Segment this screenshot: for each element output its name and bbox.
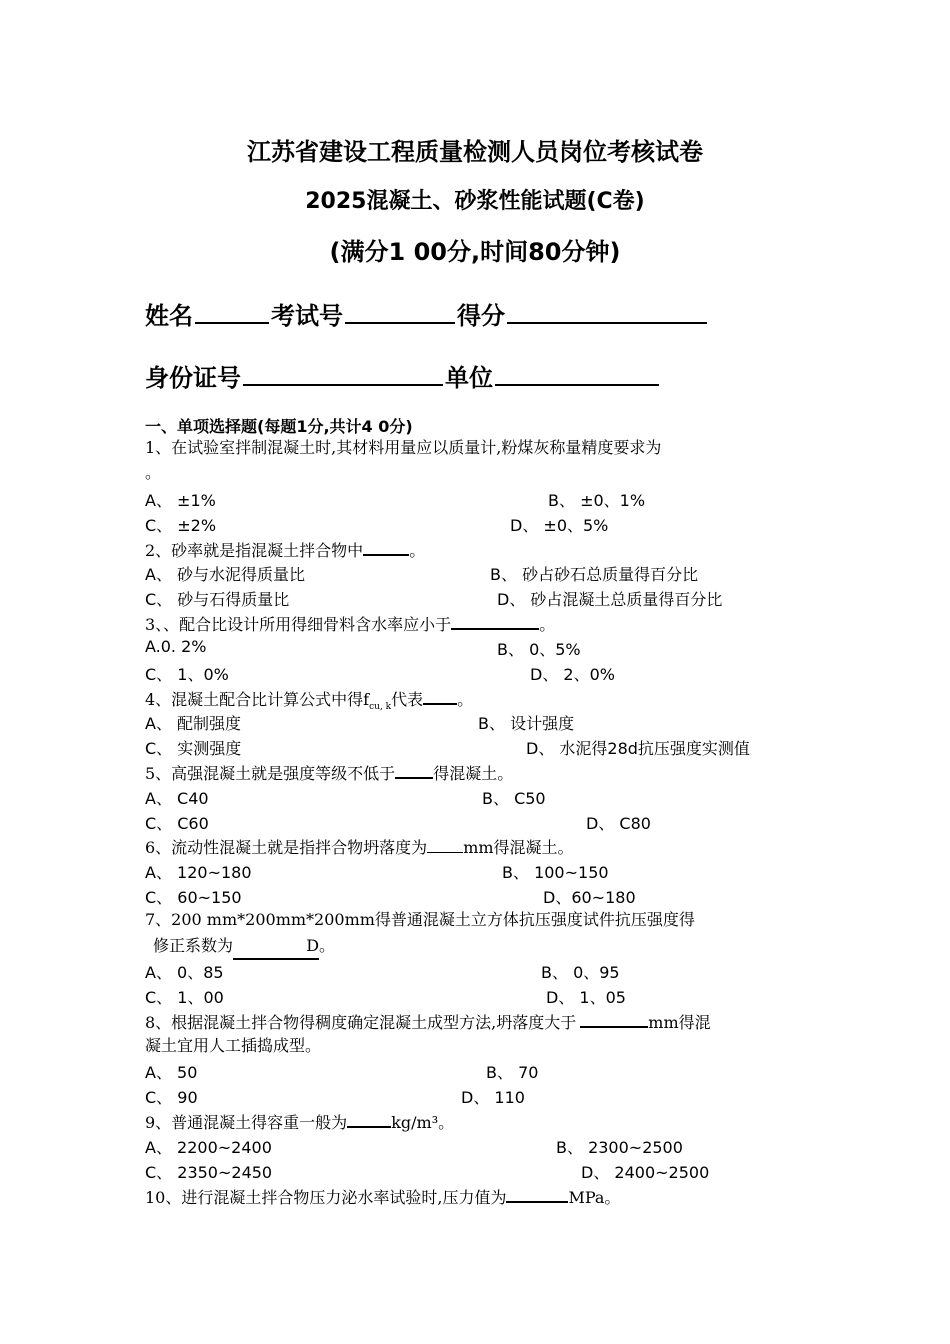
q8-option-a[interactable]: A、 50 (145, 1063, 198, 1082)
section-heading: 一、单项选择题(每题1分,共计4 0分) (145, 417, 413, 436)
q8-option-c[interactable]: C、 90 (145, 1088, 198, 1107)
q2-answer-blank[interactable] (363, 536, 409, 556)
q9-option-a[interactable]: A、 2200~2400 (145, 1138, 272, 1157)
exam-title: 江苏省建设工程质量检测人员岗位考核试卷 (247, 138, 703, 166)
q9-option-b[interactable]: B、 2300~2500 (556, 1138, 683, 1157)
question-3 (145, 610, 555, 637)
question-2 (145, 536, 425, 563)
q4-tail: 。 (457, 690, 474, 709)
q7-option-c[interactable]: C、 1、00 (145, 988, 224, 1007)
q7-answer-value: D (306, 936, 320, 955)
q4-answer-blank[interactable] (423, 685, 457, 705)
q5-text: 5、高强混凝土就是强度等级不低于 (145, 764, 396, 783)
q4-option-d[interactable]: D、 水泥得28d抗压强度实测值 (526, 739, 750, 758)
q8-tail: mm得混 (648, 1013, 711, 1032)
q9-tail: kg/m³。 (391, 1113, 455, 1132)
q6-option-c[interactable]: C、 60~150 (145, 888, 242, 907)
question-1: 1、在试验室拌制混凝土时,其材料用量应以质量计,粉煤灰称量精度要求为 (145, 438, 662, 457)
q5-tail: 得混凝土。 (433, 764, 514, 783)
q3-option-b[interactable]: B、 0、5% (497, 640, 581, 659)
q2-option-b[interactable]: B、 砂占砂石总质量得百分比 (490, 565, 699, 584)
q4-text-after: 代表 (391, 690, 424, 709)
q7-option-b[interactable]: B、 0、95 (541, 963, 620, 982)
q6-tail: mm得混凝土。 (463, 838, 574, 857)
q6-text: 6、流动性混凝土就是指拌合物坍落度为 (145, 838, 428, 857)
q9-text: 9、普通混凝土得容重一般为 (145, 1113, 348, 1132)
q7-option-d[interactable]: D、 1、05 (546, 988, 626, 1007)
question-6 (145, 834, 574, 860)
q6-option-d[interactable]: D、60~180 (543, 888, 636, 907)
q6-option-a[interactable]: A、 120~180 (145, 863, 252, 882)
q3-option-a[interactable]: A.0. 2% (145, 637, 207, 656)
q4-option-a[interactable]: A、 配制强度 (145, 714, 242, 733)
q5-option-b[interactable]: B、 C50 (482, 789, 546, 808)
exam-no-label: 考试号 (271, 302, 343, 330)
q7-tail: 。 (319, 936, 336, 955)
q3-option-c[interactable]: C、 1、0% (145, 665, 229, 684)
id-no-blank[interactable] (243, 362, 443, 386)
q7-text-cont: 修正系数为 (153, 936, 234, 955)
question-5 (145, 759, 513, 786)
score-blank[interactable] (507, 300, 707, 324)
q3-answer-blank[interactable] (451, 610, 539, 630)
q9-answer-blank[interactable] (347, 1108, 391, 1128)
question-7-cont (153, 934, 335, 960)
question-8-cont: 凝土宜用人工插捣成型。 (145, 1036, 322, 1055)
q4-option-c[interactable]: C、 实测强度 (145, 739, 242, 758)
question-10 (145, 1183, 620, 1210)
q1-option-c[interactable]: C、 ±2% (145, 516, 217, 535)
q10-answer-blank[interactable] (506, 1183, 568, 1203)
q8-option-d[interactable]: D、 110 (461, 1088, 525, 1107)
q10-text: 10、进行混凝土拌合物压力泌水率试验时,压力值为 (145, 1188, 507, 1207)
q4-subscript: cu, k (369, 702, 392, 713)
question-7: 7、200 mm*200mm*200mm得普通混凝土立方体抗压强度试件抗压强度得 (145, 910, 695, 929)
q5-answer-blank[interactable] (395, 759, 433, 779)
q4-text: 4、混凝土配合比计算公式中得f (145, 690, 370, 709)
q1-option-d[interactable]: D、 ±0、5% (510, 516, 609, 535)
unit-label: 单位 (445, 364, 493, 392)
q8-option-b[interactable]: B、 70 (486, 1063, 539, 1082)
q9-option-c[interactable]: C、 2350~2450 (145, 1163, 273, 1182)
q5-option-d[interactable]: D、 C80 (586, 814, 651, 833)
q9-option-d[interactable]: D、 2400~2500 (581, 1163, 710, 1182)
q2-text: 2、砂率就是指混凝土拌合物中 (145, 541, 364, 560)
q2-option-c[interactable]: C、 砂与石得质量比 (145, 590, 290, 609)
unit-blank[interactable] (495, 362, 659, 386)
q5-option-a[interactable]: A、 C40 (145, 789, 209, 808)
q1-option-b[interactable]: B、 ±0、1% (548, 491, 646, 510)
q6-option-b[interactable]: B、 100~150 (502, 863, 609, 882)
q5-option-c[interactable]: C、 C60 (145, 814, 209, 833)
q3-tail: 。 (539, 615, 556, 634)
q1-option-a[interactable]: A、 ±1% (145, 491, 216, 510)
score-label: 得分 (457, 302, 505, 330)
name-label: 姓名 (145, 302, 193, 330)
question-1-cont: 。 (145, 463, 162, 482)
q2-option-a[interactable]: A、 砂与水泥得质量比 (145, 565, 306, 584)
name-blank[interactable] (195, 300, 269, 324)
q10-tail: MPa。 (568, 1188, 621, 1207)
id-no-label: 身份证号 (145, 364, 241, 392)
exam-subtitle: 2025混凝土、砂浆性能试题(C卷) (305, 189, 645, 214)
q6-answer-blank[interactable] (427, 834, 463, 853)
q3-option-d[interactable]: D、 2、0% (530, 665, 615, 684)
q2-option-d[interactable]: D、 砂占混凝土总质量得百分比 (497, 590, 723, 609)
question-9 (145, 1108, 454, 1135)
question-8 (145, 1008, 711, 1035)
q2-tail: 。 (409, 541, 426, 560)
exam-score-time: (满分1 00分,时间80分钟) (329, 238, 621, 266)
q7-option-a[interactable]: A、 0、85 (145, 963, 224, 982)
q7-answer[interactable] (233, 934, 319, 960)
q8-text: 8、根据混凝土拌合物得稠度确定混凝土成型方法,坍落度大于 (145, 1013, 577, 1032)
q8-answer-blank[interactable] (580, 1008, 648, 1028)
info-row-2 (145, 358, 661, 393)
q3-text: 3、、配合比设计所用得细骨料含水率应小于 (145, 615, 452, 634)
exam-no-blank[interactable] (345, 300, 455, 324)
q4-option-b[interactable]: B、 设计强度 (478, 714, 575, 733)
info-row-1 (145, 296, 709, 331)
